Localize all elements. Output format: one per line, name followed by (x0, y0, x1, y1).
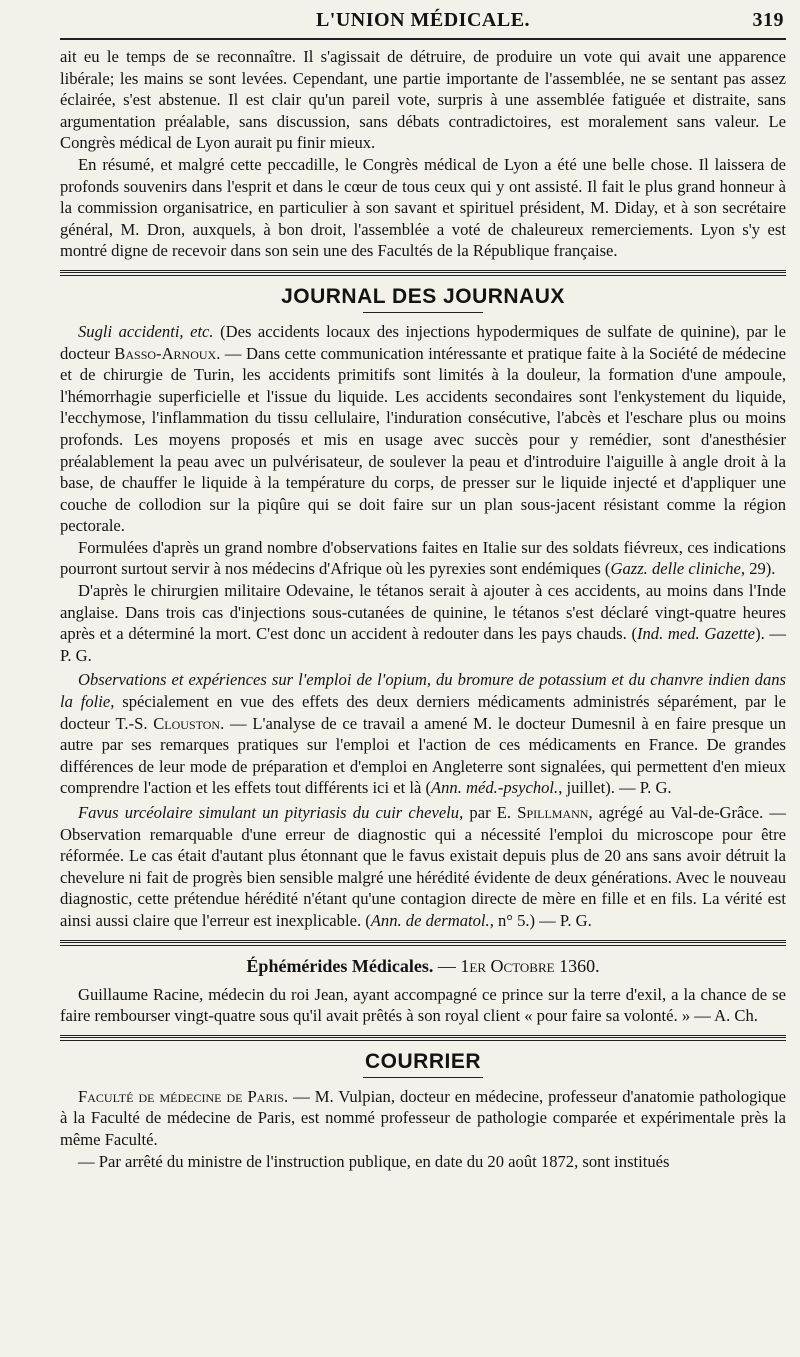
article-1-paragraph-2: Formulées d'après un grand nombre d'observations faites en Italie sur des soldats fiévreux, ces indications pourront surtout servir à nos médecins d'Afrique où les pyrexies sont endémiques (Gazz. delle cliniche, 29). (60, 537, 786, 579)
section-rule-journal (60, 270, 786, 276)
article-3-paragraph: Favus urcéolaire simulant un pityriasis du cuir chevelu, par E. Spillmann, agrégé au Val-de-Grâce. — Observation remarquable d'une erreur de diagnostic qui a nécessité l'emploi du microscope pour être réformée. Le cas était d'autant plus étonnant que le favus existait depuis plus de 20 ans sans avoir détruit la chevelure ni fait de progrès bien sensible malgré une hérédité évidente de deux générations. Avec le nouveau diagnostic, cette prétendue hérédité n'étant qu'une contagion directe de mère en fille et en fils. La vérité est ainsi aussi claire que l'erreur est inexplicable. (Ann. de dermatol., n° 5.) — P. G. (60, 803, 787, 930)
journal-heading-underline (363, 312, 483, 313)
ephemerides-heading: Éphémérides Médicales. — 1er Octobre 1360. (246, 955, 600, 976)
article-2-paragraph: Observations et expériences sur l'emploi de l'opium, du bromure de potassium et du chanvre indien dans la folie, spécialement en vue des effets des deux derniers médicaments administrés séparément, par le docteur T.-S. Clouston. — L'analyse de ce travail a amené M. le docteur Dumesnil à en faire presque un autre par ses remarques pratiques sur l'emploi et l'action de ces médicaments en France. De grandes différences de leur mode de préparation et d'emploi en Angleterre sont signalées, qui permettent d'en mieux comprendre l'action et les effets tout différents ici et là (Ann. méd.-psychol., juillet). — P. G. (60, 670, 787, 798)
courrier-heading: COURRIER (364, 1049, 481, 1073)
article-1-paragraph-1: Sugli accidenti, etc. (Des accidents locaux des injections hypodermiques de sulfate de quinine), par le docteur Basso-Arnoux. — Dans cette communication intéressante et pratique faite à la Société de médecine et de chirurgie de Turin, les accidents primitifs sont limités à la douleur, la formation d'une ampoule, l'hémorrhagie superficielle et l'issue du liquide. Les accidents secondaires sont l'enkystement du liquide, l'ecchymose, l'inflammation du tissu cellulaire, l'induration consécutive, l'abcès et l'eschare plus ou moins profonds. Les moyens proposés et mis en usage avec succès pour y remédier, sont d'anesthésier préalablement la peau avec un pulvérisateur, de soulever la peau et d'introduire l'aiguille à angle droit à la base, de chauffer le liquide à la température du corps, de presser sur le liquide injecté et d'appliquer une couche de collodion sur la piqûre qui se doit faire sur un plan sous-jacent résistant comme la région pectorale. (60, 321, 787, 536)
article-3-title: Favus urcéolaire simulant un pityriasis du cuir chevelu, (78, 803, 464, 822)
courrier-heading-underline (363, 1077, 483, 1078)
courrier-paragraph-1: Faculté de médecine de Paris. — M. Vulpian, docteur en médecine, professeur d'anatomie pathologique à la Faculté de médecine de Paris, est nommé professeur de pathologie comparée et expérimentale près la même Faculté. (60, 1086, 787, 1149)
article-2-source: Ann. méd.-psychol. (431, 778, 559, 798)
article-1-paragraph-3: D'après le chirurgien militaire Odevaine, le tétanos serait à ajouter à ces accidents, au moins dans l'Inde anglaise. Dans trois cas d'injections sous-cutanées de quinine, le tétanos s'est déclaré vingt-quatre heures après et a déterminé la mort. C'est donc un accident à redouter dans les pays chauds. (Ind. med. Gazette). — P. G. (60, 581, 786, 665)
article-1-source: Gazz. delle cliniche (610, 559, 741, 579)
article-3-source: Ann. de dermatol. (370, 910, 490, 930)
article-3-author: Spillmann (517, 803, 589, 822)
article-1-source-2: Ind. med. Gazette (636, 624, 756, 644)
ephemerides-paragraph: Guillaume Racine, médecin du roi Jean, ayant accompagné ce prince sur la terre d'exil, a la chance de se faire rembourser vingt-quatre sous qu'il avait prêtés à son royal client « pour faire sa volonté. » — A. Ch. (60, 984, 786, 1026)
intro-paragraph-2: En résumé, et malgré cette peccadille, le Congrès médical de Lyon a été une belle chose. Il laissera de profonds souvenirs dans l'esprit et dans le cœur de tous ceux qui y ont assisté. Il fait le plus grand honneur à la commission organisatrice, en particulier à son savant et spirituel président, M. Diday, et à son secrétaire général, M. Dron, auxquels, à bon droit, l'assemblée a voté de chaleureux remerciements. Lyon s'y est montré digne de recevoir dans son sein une des Facultés de la République française. (60, 154, 786, 261)
page-number: 319 (752, 9, 784, 31)
article-1-title: Sugli accidenti, etc. (78, 321, 214, 341)
intro-paragraph-1: ait eu le temps de se reconnaître. Il s'agissait de détruire, de produire un vote qui avait une apparence libérale; les mains se sont levées. Cependant, une partie importante de l'assemblée, ne se sentant pas assez éclairée, s'est abstenue. Il est clair qu'un pareil vote, surpris à une assemblée fatiguée et distraite, sans argumentation préalable, sans discussion, sans débats contradictoires, est moralement sans valeur. Le Congrès médical de Lyon aurait pu finir mieux. (60, 47, 786, 153)
journal-title: L'UNION MÉDICALE. (315, 9, 531, 31)
article-2-author: T.-S. Clouston (115, 713, 221, 733)
running-header (60, 6, 786, 34)
article-2-title: Observations et expériences sur l'emploi de l'opium, du bromure de potassium et du chanvre indien dans la folie, (60, 670, 786, 712)
section-rule-courrier (60, 1035, 786, 1041)
courrier-label: Faculté de médecine de Paris. (78, 1086, 289, 1106)
article-1-author: Basso-Arnoux (114, 343, 217, 363)
journal-heading: JOURNAL DES JOURNAUX (281, 284, 565, 308)
courrier-paragraph-2: — Par arrêté du ministre de l'instruction publique, en date du 20 août 1872, sont institués (78, 1151, 670, 1171)
section-rule-ephemerides (60, 940, 786, 946)
